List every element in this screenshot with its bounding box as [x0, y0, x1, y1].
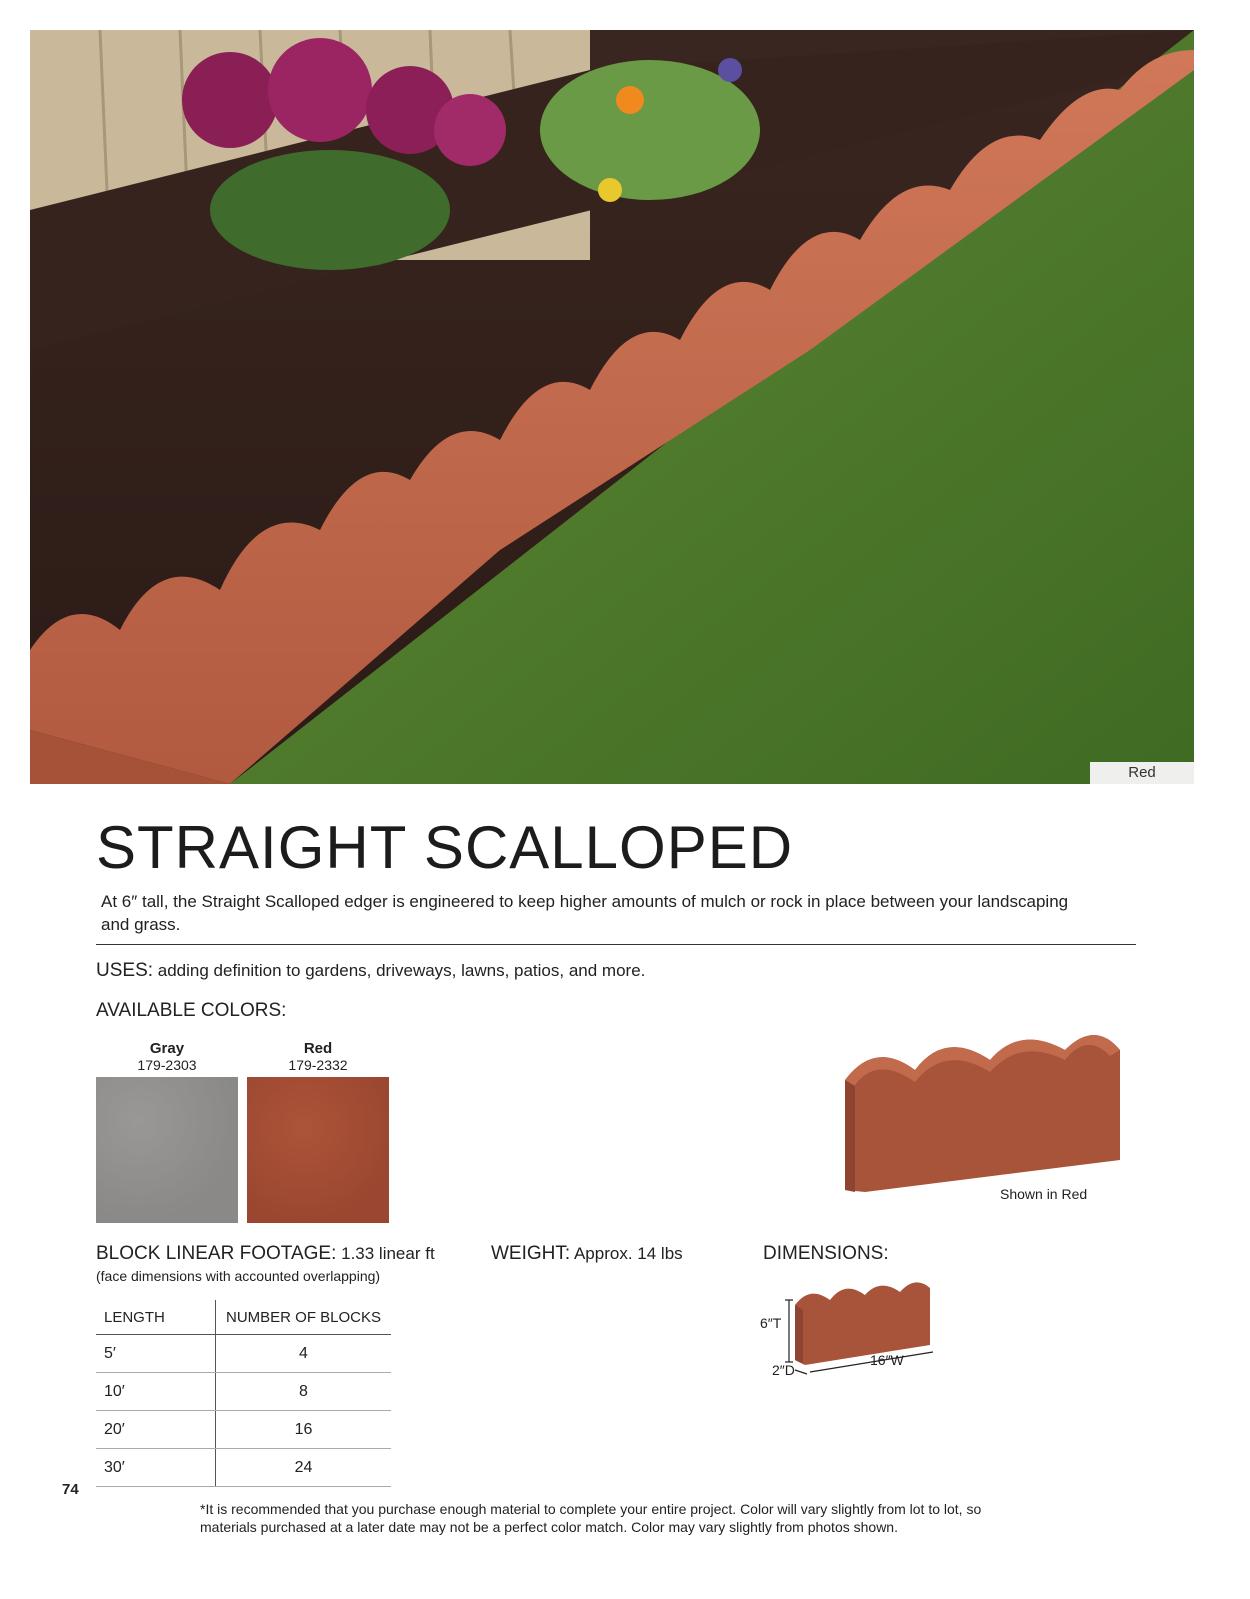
- swatch-label-gray: [96, 1040, 238, 1074]
- swatch-sku: 179-2303: [137, 1057, 197, 1073]
- table-row: [96, 1411, 391, 1449]
- cell-length: 20′: [96, 1411, 216, 1449]
- linear-footage-label: BLOCK LINEAR FOOTAGE:: [96, 1243, 337, 1264]
- swatch-name: Gray: [149, 1040, 185, 1057]
- shown-in-caption: Shown in Red: [1000, 1186, 1088, 1202]
- table-row: [96, 1335, 391, 1373]
- table-row: [96, 1373, 391, 1411]
- scalloped-block-image: [825, 1020, 1125, 1195]
- garden-edging-photo: [30, 30, 1194, 784]
- colors-heading: AVAILABLE COLORS:: [96, 1000, 287, 1021]
- page-title: STRAIGHT SCALLOPED: [96, 814, 794, 881]
- uses-line: [96, 960, 645, 982]
- header-blocks: NUMBER OF BLOCKS: [216, 1300, 392, 1335]
- linear-footage: [96, 1243, 435, 1265]
- cell-length: 5′: [96, 1335, 216, 1373]
- cell-blocks: 8: [216, 1373, 392, 1411]
- photo-caption: Red: [1090, 762, 1194, 784]
- blocks-table: [96, 1300, 391, 1487]
- cell-blocks: 4: [216, 1335, 392, 1373]
- footnote: *It is recommended that you purchase enough material to complete your entire project. Color will vary slightly from lot to lot, so materials purchased at a later date may not be a perfect color match. Color may vary slightly from photos shown.: [200, 1501, 982, 1535]
- linear-footage-note: (face dimensions with accounted overlapping): [96, 1268, 381, 1284]
- dimension-width: 16″W: [870, 1352, 904, 1368]
- swatch-label-red: [247, 1040, 389, 1074]
- cell-length: 30′: [96, 1449, 216, 1487]
- hero-photo: [30, 30, 1194, 784]
- dimension-height: 6″T: [760, 1315, 782, 1331]
- dimensions-heading: DIMENSIONS:: [763, 1243, 889, 1264]
- divider: [96, 944, 1136, 945]
- cell-blocks: 24: [216, 1449, 392, 1487]
- cell-length: 10′: [96, 1373, 216, 1411]
- weight: [491, 1243, 683, 1265]
- linear-footage-value: 1.33 linear ft: [341, 1244, 435, 1263]
- weight-value: Approx. 14 lbs: [573, 1244, 683, 1263]
- uses-text: adding definition to gardens, driveways, lawns, patios, and more.: [157, 961, 646, 980]
- page-number: 74: [62, 1481, 79, 1498]
- swatch-name: Red: [303, 1040, 333, 1057]
- swatch-red: [247, 1077, 389, 1223]
- uses-label: USES:: [96, 960, 154, 981]
- swatch-sku: 179-2332: [288, 1057, 348, 1073]
- table-header-row: [96, 1300, 391, 1335]
- cell-blocks: 16: [216, 1411, 392, 1449]
- header-length: LENGTH: [96, 1300, 216, 1335]
- dimension-depth: 2″D: [772, 1362, 795, 1378]
- table-row: [96, 1449, 391, 1487]
- swatch-gray: [96, 1077, 238, 1223]
- weight-label: WEIGHT:: [491, 1243, 571, 1264]
- product-intro: At 6″ tall, the Straight Scalloped edger is engineered to keep higher amounts of mulch or rock in place between your landscaping and grass.: [101, 892, 1069, 934]
